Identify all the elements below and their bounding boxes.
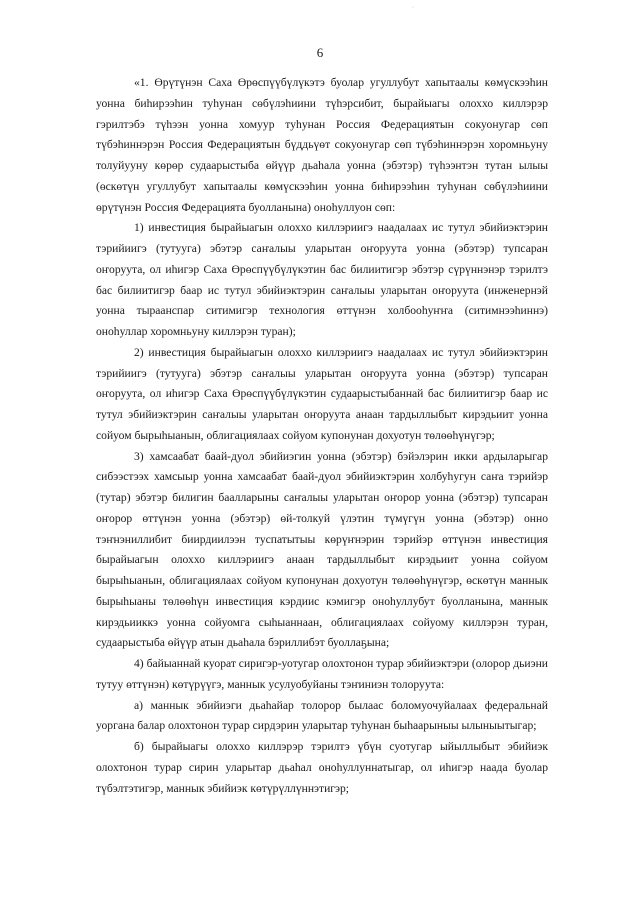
- paragraph-item-4: 4) байыаннай куорат сиригэр-уотугар олохтонон турар эбийиэктэри (олорор дьиэни тутуу өттүнэн) көтүрүүгэ, маннык усулуобуйаны тэҥиниэн толоруута:: [96, 657, 548, 691]
- page-number: 6: [316, 45, 324, 60]
- paragraph-subitem-a: а) маннык эбийиэги дьаһайар толорор былаас боломуочуйалаах федеральнай уоргана балар олохтонон турар сирдэрин уларытар туһунан быһаарыныы ылыныытыгар;: [96, 698, 548, 733]
- paragraph-item-2: 2) инвестиция бырайыагын олоххо киллэриигэ наадалаах ис тутул эбийиэктэрин тэрийиигэ (тутууга) эбэтэр саҥалыы уларытан оҥоруута уонна (эбэтэр) тупсаран оҥоруута, ол иһигэр Саха Өрөспүүбүлүкэтин судаарыстыбаннай бас билиитигэр баар ис тутул эбийиэктэрин саҥалыы уларытан оҥоруута анаан тардыллыбыт кирэдьиит уонна сойуом бырыһыанын, облигациялаах сойуом купонунан дохуотун төлөөһүнүгэр;: [96, 345, 548, 442]
- scan-mark: ·: [412, 5, 414, 11]
- paragraph-item-1: 1) инвестиция бырайыагын олоххо киллэриигэ наадалаах ис тутул эбийиэктэрин тэрийиигэ (тутууга) эбэтэр саҥалыы уларытан оҥоруута уонна (эбэтэр) тупсаран оҥоруута, ол иһигэр Саха Өрөспүүбүлүкэтин бас билиитигэр эбэтэр сүрүннэнэр тэрилтэ бас билиитигэр баар ис тутул эбийиэктэрин саҥалыы уларытан оҥоруута (инженернэй уонна тыраанспар ситимигэр технология өттүнэн холбооһуҥҥа (ситимнээһиннэ) оноһуллар хоромньуну киллэрэн туран);: [96, 221, 548, 338]
- paragraph-subitem-b: б) бырайыагы олоххо киллэрэр тэрилтэ үбүн суотугар ыйыллыбыт эбийиэк олохтонон турар сирин уларытар дьаһал оноһуллуннатыгар, ол иһигэр наада буолар түбэлтэтигэр, маннык эбийиэк көтүрүллүннэтигэр;: [96, 740, 548, 795]
- paragraph-item-3: 3) хамсаабат баай-дуол эбийиэгин уонна (эбэтэр) бэйэлэрин икки ардыларыгар сибээстээх хамсыыр уонна хамсаабат баай-дуол эбийиэктэрин холбуһугун саҥа тэрийэр (тутар) эбэтэр билигин баалларыны саҥалыы уларытан оҥорор уонна (эбэтэр) тупсаран оҥорор өттүнэн уонна (эбэтэр) өй-толкуй үлэтин түмүгүн уонна (эбэтэр) онно тэҥнэниллибит биирдиилээн туспатытыы көрүҥнэрин тэрийэр өттүнэн инвестиция бырайыагын олоххо киллэриигэ анаан тардыллыбыт кирэдьиит уонна сойуом бырыһыанын, облигациялаах сойуом купонунан дохуотун төлөөһүнүгэр, өскөтүн маннык бырыһыаны төлөөһүн инвестиция кэрдиис кэмигэр оноһуллубут буолланына, маннык кирэдьииккэ уонна сойуомга сыһыаннаан, облигациялаах сойуому киллэрэн туран, судаарыстыба өйүүр атын дьаһала бэриллибэт буоллаҕына;: [96, 449, 548, 650]
- body-text: [96, 73, 548, 799]
- paragraph-intro: «1. Өрүтүнэн Саха Өрөспүүбүлүкэтэ буолар угуллубут хапытаалы көмүскээһин уонна биһирээһин туһунан сөбүлэһиини түһэрсибит, бырайыагы олоххо киллэрэр гэрилтэбэ түһээн уонна хомуур туһунан Россия Федерациятын сокуонугар сөп түбэһиннэрэн Россия Федерациятын бүддьүөт сокуонугар сөп түбэһиннэрэн хоромньуну толуйууну көрөр судаарыстыба өйүүр дьаһала уонна (эбэтэр) түһээнтэн тутан ылыы (өскөтүн угуллубут хапытаалы көмүскээһин уонна биһирээһин туһунан сөбүлэһиини өрүтүнэн Россия Федерациятa буолланына) оноһуллуон сөп:: [96, 76, 548, 214]
